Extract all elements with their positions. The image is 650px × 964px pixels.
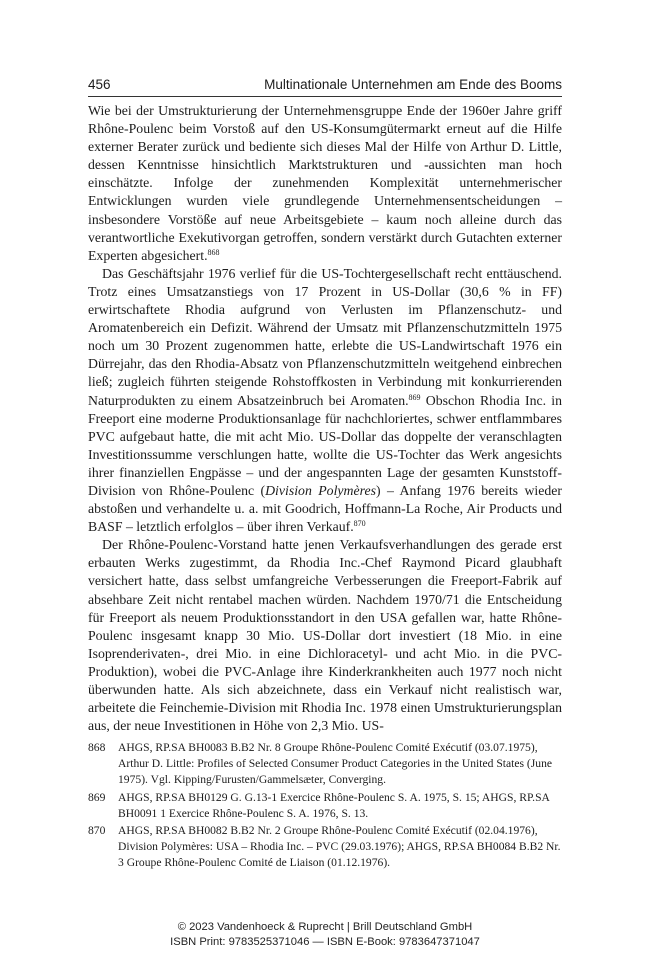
footnotes — [88, 740, 562, 873]
running-head: Multinationale Unternehmen am Ende des Booms — [264, 77, 562, 92]
paragraph-text: Der Rhône-Poulenc-Vorstand hatte jenen Verkaufsverhandlungen des gerade erst erbauten Werks zugestimmt, da Rhodia Inc.-Chef Raymond Picard glaubhaft versichert hatte, dass selbst umfangreiche Verbesserungen die Freeport-Fabrik auf absehbare Zeit nicht rentabel machen würden. Nachdem 1970/71 die Entscheidung für Freeport als neuem Produktionsstandort in den USA gefallen war, hatte Rhône-Poulenc insgesamt knapp 30 Mio. US-Dollar dort investiert (18 Mio. in eine Isoprenderivaten-, drei Mio. in eine Dichloracetyl- und acht Mio. in die PVC-Produktion), wobei die PVC-Anlage ihre Kinderkrankheiten auch 1977 noch nicht überwunden hatte. Als sich abzeichnete, dass ein Verkauf nicht realistisch war, arbeitete die Feinchemie-Division mit Rhodia Inc. 1978 einen Umstrukturierungsplan aus, der neue Investitionen in Höhe von 2,3 Mio. US- — [88, 537, 562, 734]
footnote — [88, 823, 562, 872]
paragraph-text: Wie bei der Umstrukturierung der Unternehmensgruppe Ende der 1960er Jahre griff Rhône-Poulenc beim Vorstoß auf den US-Konsumgütermarkt erneut auf die Hilfe externer Berater zurück und bediente sich dieses Mal der Hilfe von Arthur D. Little, dessen Kenntnisse hinsichtlich Marktstrukturen und -aussichten man hoch einschätzte. Infolge der zunehmenden Komplexität unternehmerischer Entwicklungen wurden viele grundlegende Unternehmensentscheidungen – insbesondere Vorstöße auf neue Arbeitsgebiete – kaum noch alleine durch das verantwortliche Exekutivorgan getroffen, sondern verstärkt durch Gutachten externer Experten abgesichert. — [88, 103, 562, 263]
footnote-text: AHGS, RP.SA BH0082 B.B2 Nr. 2 Groupe Rhône-Poulenc Comité Exécutif (02.04.1976), Division Polymères: USA – Rhodia Inc. – PVC (29.03.1976); AHGS, RP.SA BH0084 B.B2 Nr. 3 Groupe Rhône-Poulenc Comité de Liaison (01.12.1976). — [118, 824, 561, 870]
paragraph-text: Das Geschäftsjahr 1976 verlief für die US-Tochtergesellschaft recht enttäuschend. Trotz eines Umsatzanstiegs von 17 Prozent in US-Dollar (30,6 % in FF) erwirtschaftete Rhodia aufgrund von Verlusten im Pflanzenschutz- und Aromatenbereich ein Defizit. Während der Umsatz mit Pflanzenschutzmitteln 1975 noch um 30 Prozent zugenommen hatte, erlebte die US-Landwirtschaft 1976 ein Dürrejahr, das den Rhodia-Absatz von Pflanzenschutzmitteln weitgehend einbrechen ließ; zugleich führten steigende Rohstoffkosten in Verbindung mit konkurrierenden Naturprodukten zu einem Absatzeinbruch bei Aromaten. — [88, 265, 562, 408]
footnote-ref-870[interactable]: 870 — [353, 519, 366, 529]
footnote-text: AHGS, RP.SA BH0083 B.B2 Nr. 8 Groupe Rhône-Poulenc Comité Exécutif (03.07.1975), Arthur D. Little: Profiles of Selected Consumer Product Categories in the United States (June 1975). Vgl. Kipping/Furusten/Gammelsæter, Converging. — [118, 741, 553, 787]
footnote-number: 869 — [88, 790, 106, 804]
paragraph-2 — [88, 265, 562, 536]
footnote-number: 870 — [88, 824, 106, 838]
italic-term: Division Polymères — [265, 482, 376, 498]
footnote — [88, 740, 562, 789]
footnote-text: AHGS, RP.SA BH0129 G. G.13-1 Exercice Rhône-Poulenc S. A. 1975, S. 15; AHGS, RP.SA BH0091 1 Exercice Rhône-Poulenc S. A. 1976, S. 13. — [118, 790, 550, 820]
footnote — [88, 790, 562, 822]
footnote-ref-868[interactable]: 868 — [207, 247, 220, 257]
footnote-ref-869[interactable]: 869 — [408, 392, 421, 402]
page-number: 456 — [88, 77, 111, 92]
footnote-number: 868 — [88, 741, 106, 754]
paragraph-text: ) – Anfang 1976 bereits wieder abstoßen und verhandelte u. a. mit Goodrich, Hoffmann-La Roche, Air Products und BASF – letztlich erfolglos – über ihren Verkauf. — [88, 482, 562, 535]
copyright-footer — [0, 920, 650, 950]
isbn-line: ISBN Print: 9783525371046 — ISBN E-Book: 9783647371047 — [170, 936, 480, 948]
header-rule — [88, 96, 562, 97]
paragraph-text: Obschon Rhodia Inc. in Freeport eine moderne Produktionsanlage für nachchloriertes, schwer entflammbares PVC aufgebaut hatte, die mit acht Mio. US-Dollar das doppelte der veranschlagten Investitionssumme verschlungen hatte, wollte die US-Tochter das Werk angesichts ihrer finanziellen Engpässe – und der angespannten Lage der gesamten Kunststoff-Division von Rhône-Poulenc ( — [88, 392, 562, 498]
paragraph-1 — [88, 102, 562, 265]
paragraph-3 — [88, 536, 562, 735]
copyright-line: © 2023 Vandenhoeck & Ruprecht | Brill Deutschland GmbH — [177, 921, 473, 933]
body-text — [88, 102, 562, 735]
